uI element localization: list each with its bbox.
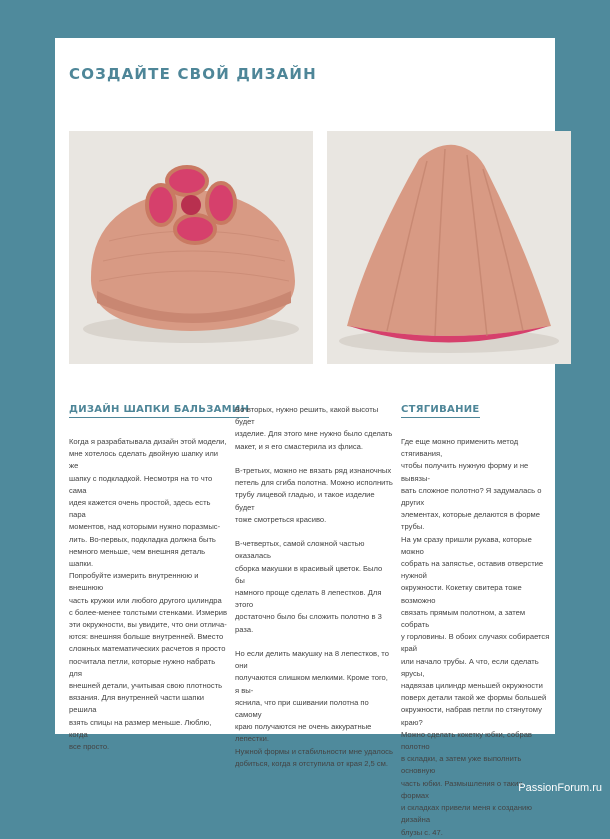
column-text-3: Где еще можно применить метод стягивания, чтобы получить нужную форму и не вывязы- вать сложное полотно? Я задумалась о других элементах, которые делаются в форме трубы. На ум сразу пришли рукава, которые можно собрать на запястье, оставив отверстие нужной окружности. Кокетку свитера тоже возможно связать прямым полотном, а затем собрать у горловины. В обоих случаях собирается край или начало трубы. А что, если сделать ярусы, надвязав цилиндр меньшей окружности поверх детали такой же формы большей окружности, набрав петли по стянутому краю? Можно сделать кокетку юбки, собрав полотно в складки, а затем уже выполнить основную часть юбки. Размышления о таких формах и складках привели меня к созданию дизайна блузы с. 47. (401, 437, 550, 837)
magazine-page (55, 38, 555, 837)
tube-illustration (327, 131, 571, 364)
section-heading-gathering: СТЯГИВАНИЕ (401, 404, 480, 418)
tube-photo (327, 131, 571, 364)
beret-illustration (69, 131, 313, 364)
site-watermark: PassionForum.ru (518, 782, 602, 794)
page-title: СОЗДАЙТЕ СВОЙ ДИЗАЙН (69, 65, 317, 83)
beret-photo (69, 131, 313, 364)
column-text-1: Когда я разрабатывала дизайн этой модели, мне хотелось сделать двойную шапку или же шапку с подкладкой. Несмотря на то что сама идея кажется очень простой, здесь есть пара моментов, над которыми нужно поразмыс- лить. Во-первых, подкладка должна быть немного меньше, чем внешняя деталь шапки. Попробуйте измерить внутреннюю и внешнюю часть кружки или любого другого цилиндра с более-менее толстыми стенками. Измерив эти окружности, вы увидите, что они отлича- ются: внешняя больше внутренней. Вместо сложных математических расчетов я просто посчитала петли, которые нужно набрать для внешней детали, учитывая свою плотность вязания. Для внутренней части шапки решила взять спицы на размер меньше. Люблю, когда все просто. (69, 437, 227, 752)
column-text-2: Во-вторых, нужно решить, какой высоты будет изделие. Для этого мне нужно было сделать макет, и я его смастерила из флиса. В-третьих, можно не вязать ряд изнаночных петель для сгиба полотна. Можно исполнить трубу лицевой гладью, и такое изделие будет тоже смотреться красиво. В-четвертых, самой сложной частью оказалась сборка макушки в красивый цветок. Было бы намного проще сделать 8 лепестков. Для этого достаточно было бы сложить полотно в 3 раза. Но если делить макушку на 8 лепестков, то они получаются слишком мелкими. Кроме того, я вы- яснила, что при сшивании полотна по самому краю получаются не очень аккуратные лепестки. Нужной формы и стабильности мне удалось добиться, когда я отступила от края 2,5 см. (235, 405, 393, 768)
section-heading-balsamin: ДИЗАЙН ШАПКИ БАЛЬЗАМИН (69, 404, 249, 418)
